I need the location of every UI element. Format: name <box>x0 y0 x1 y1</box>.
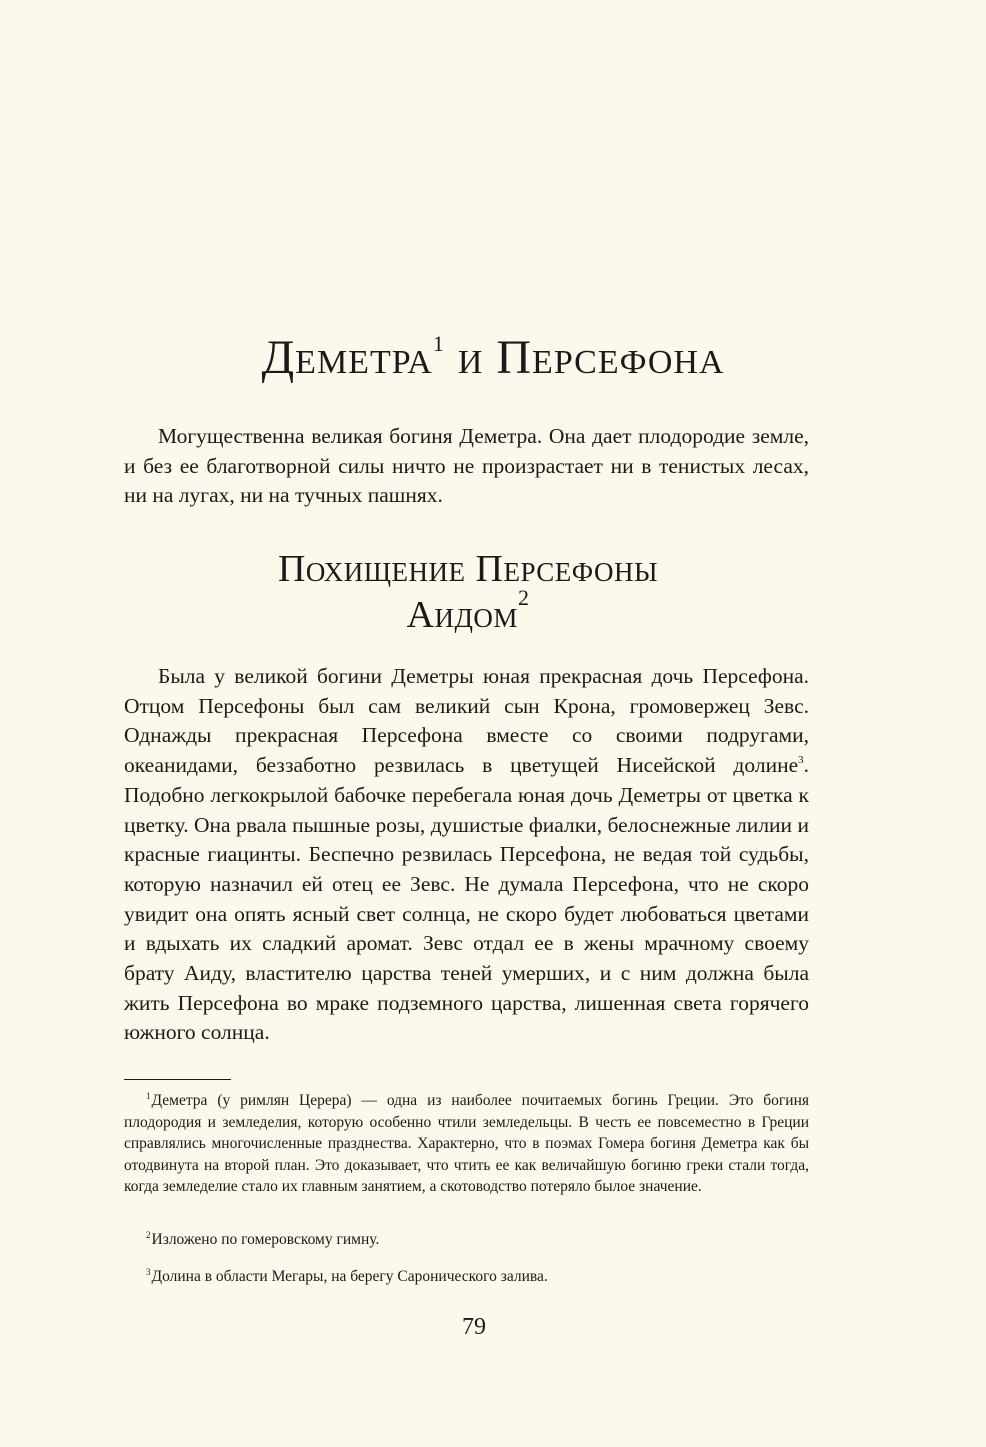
chapter-title-rest: и Персефона <box>444 331 725 384</box>
main-paragraph-footnote-ref[interactable]: 3 <box>798 754 804 767</box>
main-paragraph-part1: Была у великой богини Деметры юная прекрасная дочь Персефона. Отцом Персефоны был сам великий сын Крона, громовержец Зевс. Однажды прекрасная Персефона вместе со своими подругами, океанидами, беззаботно резвилась в цветущей Нисейской долине <box>124 664 809 778</box>
footnote-divider <box>124 1079 231 1080</box>
footnote-2 <box>124 1229 809 1251</box>
section-title <box>0 546 936 638</box>
footnote-3-marker: 3 <box>146 1267 151 1277</box>
section-title-line2: Аидом <box>406 594 518 636</box>
page-number: 79 <box>462 1314 486 1340</box>
chapter-title-main: Деметра <box>261 331 433 384</box>
chapter-title <box>0 328 986 388</box>
footnote-1-text: Деметра (у римлян Церера) — одна из наиболее почитаемых богинь Греции. Это богиня плодородия и земледелия, которую особенно чтили земледельцы. В честь ее повсеместно в Греции справлялись многочисленные празднества. Характерно, что в поэмах Гомера богиня Деметра как бы отодвинута на второй план. Это доказывает, что чтить ее как величайшую богиню греки стали тогда, когда земледелие стало их главным занятием, а скотоводство потеряло былое значение. <box>124 1092 809 1195</box>
footnote-2-marker: 2 <box>146 1230 151 1240</box>
footnote-1-marker: 1 <box>146 1091 151 1101</box>
footnote-3 <box>124 1266 809 1288</box>
footnote-3-text: Долина в области Мегары, на берегу Саронического залива. <box>151 1268 548 1285</box>
footnote-2-text: Изложено по гомеровскому гимну. <box>151 1231 380 1248</box>
main-paragraph-part2: . Подобно легкокрылой бабочке перебегала юная дочь Деметры от цветка к цветку. Она рвала пышные розы, душистые фиалки, белоснежные лилии и красные гиацинты. Беспечно резвилась Персефона, не ведая той судьбы, которую назначил ей отец ее Зевс. Не думала Персефона, что не скоро увидит она опять ясный свет солнца, не скоро будет любоваться цветами и вдыхать их сладкий аромат. Зевс отдал ее в жены мрачному своему брату Аиду, властителю царства теней умерших, и с ним должна была жить Персефона во мраке подземного царства, лишенная света горячего южного солнца. <box>124 753 809 1045</box>
section-title-line1: Похищение Персефоны <box>277 548 659 590</box>
section-title-line2-wrap <box>0 585 936 638</box>
footnote-1 <box>124 1090 809 1198</box>
main-paragraph <box>124 662 809 1048</box>
section-title-footnote-ref[interactable]: 2 <box>517 585 530 610</box>
chapter-title-footnote-ref[interactable]: 1 <box>432 331 445 356</box>
intro-paragraph: Могущественна великая богиня Деметра. Она дает плодородие земле, и без ее благотворной силы ничто не произрастает ни в тенистых лесах, ни на лугах, ни на тучных пашнях. <box>124 424 809 508</box>
